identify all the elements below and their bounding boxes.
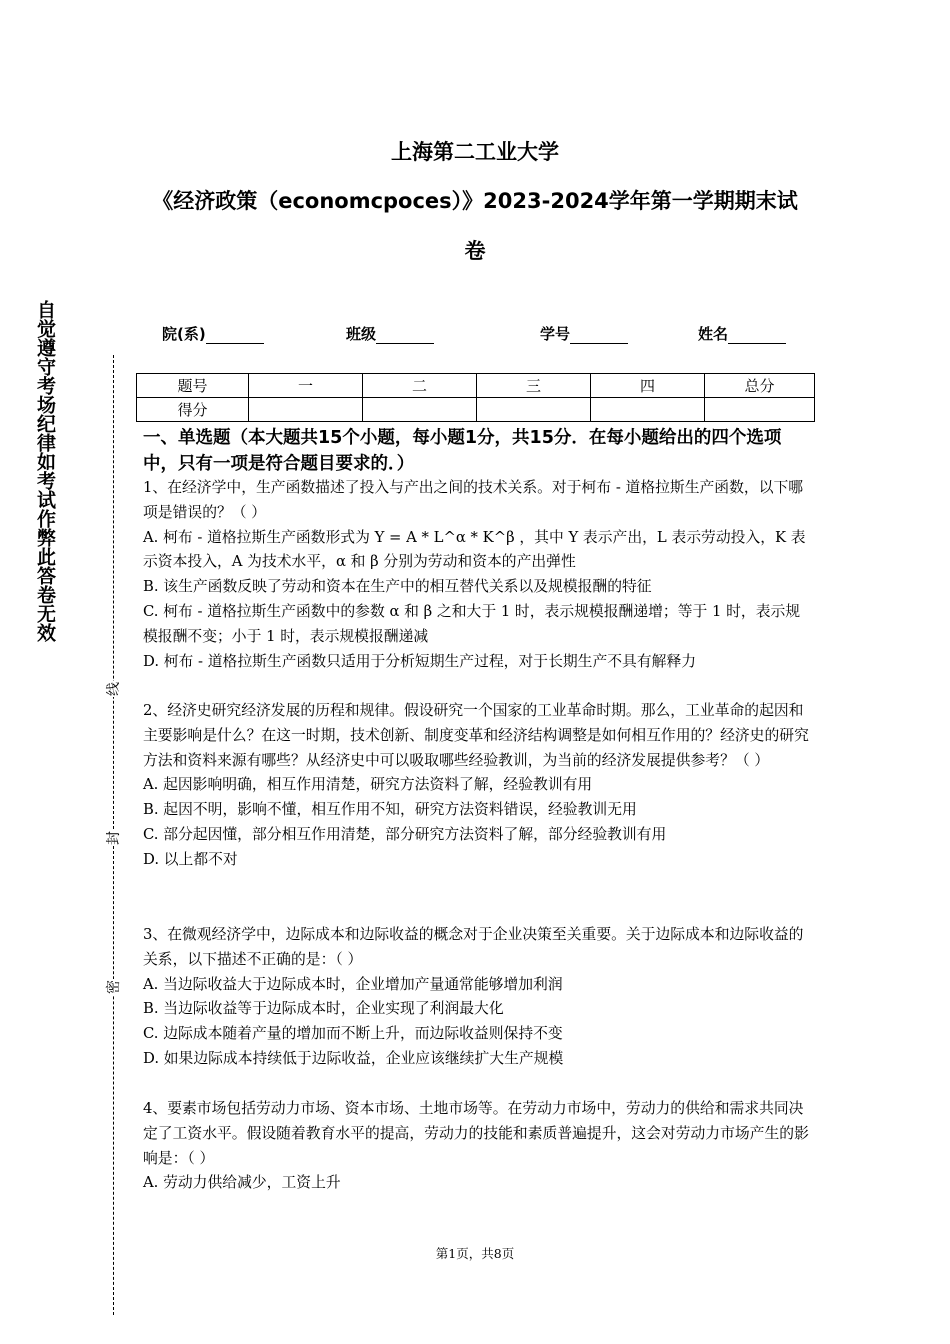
question-2 bbox=[143, 699, 811, 873]
binding-mark-secret: 密 bbox=[103, 979, 125, 995]
department-label: 院(系) bbox=[162, 325, 206, 343]
question-4 bbox=[143, 1097, 811, 1196]
binding-mark-seal: 封 bbox=[103, 830, 125, 846]
option-a[interactable]: A. 柯布 - 道格拉斯生产函数形式为 Y = A * L^α * K^β ，其中 Y 表示产出，L 表示劳动投入，K 表示资本投入，A 为技术水平，α 和 β 分别为劳动和资本的产出弹性 bbox=[143, 528, 806, 571]
option-a[interactable]: A. 劳动力供给减少，工资上升 bbox=[143, 1174, 341, 1192]
department-field[interactable] bbox=[162, 323, 264, 344]
score-cell[interactable] bbox=[363, 398, 477, 422]
question-stem: 1、在经济学中，生产函数描述了投入与产出之间的技术关系。对于柯布 - 道格拉斯生产函数，以下哪项是错误的？（ ） bbox=[143, 479, 804, 521]
option-c[interactable]: C. 柯布 - 道格拉斯生产函数中的参数 α 和 β 之和大于 1 时，表示规模报酬递增；等于 1 时，表示规模报酬不变；小于 1 时，表示规模报酬递减 bbox=[143, 602, 801, 645]
option-b[interactable]: B. 当边际收益等于边际成本时，企业实现了利润最大化 bbox=[143, 1000, 504, 1018]
student-id-field[interactable] bbox=[540, 323, 628, 344]
score-cell[interactable] bbox=[249, 398, 363, 422]
table-cell: 得分 bbox=[137, 398, 249, 422]
binding-mark-line: 线 bbox=[103, 681, 125, 697]
score-table-header-row bbox=[137, 374, 815, 398]
table-cell: 四 bbox=[591, 374, 705, 398]
student-info-row bbox=[0, 323, 950, 349]
section-heading: 一、单选题（本大题共15个小题，每小题1分，共15分．在每小题给出的四个选项中，只有一项是符合题目要求的．） bbox=[143, 428, 782, 474]
option-d[interactable]: D. 以上都不对 bbox=[143, 850, 238, 868]
exam-title-continued: 卷 bbox=[464, 239, 486, 263]
score-cell[interactable] bbox=[705, 398, 815, 422]
question-stem: 4、要素市场包括劳动力市场、资本市场、土地市场等。在劳动力市场中，劳动力的供给和需求共同决定了工资水平。假设随着教育水平的提高，劳动力的技能和素质普遍提升，这会对劳动力市场产生的影响是：（ ） bbox=[143, 1100, 809, 1167]
student-id-label: 学号 bbox=[540, 325, 571, 343]
table-cell: 一 bbox=[249, 374, 363, 398]
question-1 bbox=[143, 476, 811, 674]
option-c[interactable]: C. 边际成本随着产量的增加而不断上升，而边际收益则保持不变 bbox=[143, 1025, 563, 1043]
option-a[interactable]: A. 当边际收益大于边际成本时，企业增加产量通常能够增加利润 bbox=[143, 975, 563, 993]
exam-title: 《经济政策（economcpoces）》2023-2024学年第一学期期末试 bbox=[152, 189, 798, 213]
table-cell: 二 bbox=[363, 374, 477, 398]
option-c[interactable]: C. 部分起因懂，部分相互作用清楚，部分研究方法资料了解，部分经验教训有用 bbox=[143, 825, 667, 843]
class-label: 班级 bbox=[346, 325, 377, 343]
school-name: 上海第二工业大学 bbox=[391, 140, 559, 164]
score-table bbox=[136, 373, 815, 422]
option-b[interactable]: B. 起因不明，影响不懂，相互作用不知，研究方法资料错误，经验教训无用 bbox=[143, 801, 637, 819]
option-b[interactable]: B. 该生产函数反映了劳动和资本在生产中的相互替代关系以及规模报酬的特征 bbox=[143, 578, 652, 596]
table-cell: 总分 bbox=[705, 374, 815, 398]
exam-discipline-notice: 自觉遵守考场纪律如考试作弊此答卷无效 bbox=[34, 300, 56, 642]
name-field[interactable] bbox=[698, 323, 786, 344]
question-stem: 2、经济史研究经济发展的历程和规律。假设研究一个国家的工业革命时期。那么，工业革命的起因和主要影响是什么？在这一时期，技术创新、制度变革和经济结构调整是如何相互作用的？经济史的研究方法和资料来源有哪些？从经济史中可以吸取哪些经验教训，为当前的经济发展提供参考？（ ） bbox=[143, 702, 809, 769]
table-cell: 题号 bbox=[137, 374, 249, 398]
score-cell[interactable] bbox=[477, 398, 591, 422]
class-field[interactable] bbox=[346, 323, 434, 344]
table-cell: 三 bbox=[477, 374, 591, 398]
question-3 bbox=[143, 923, 811, 1072]
option-a[interactable]: A. 起因影响明确，相互作用清楚，研究方法资料了解，经验教训有用 bbox=[143, 776, 593, 794]
name-label: 姓名 bbox=[698, 325, 729, 343]
option-d[interactable]: D. 柯布 - 道格拉斯生产函数只适用于分析短期生产过程，对于长期生产不具有解释力 bbox=[143, 652, 697, 670]
score-cell[interactable] bbox=[591, 398, 705, 422]
page-number: 第1页，共8页 bbox=[435, 1246, 515, 1261]
question-stem: 3、在微观经济学中，边际成本和边际收益的概念对于企业决策至关重要。关于边际成本和边际收益的关系，以下描述不正确的是：（ ） bbox=[143, 926, 804, 968]
score-table-score-row bbox=[137, 398, 815, 422]
option-d[interactable]: D. 如果边际成本持续低于边际收益，企业应该继续扩大生产规模 bbox=[143, 1049, 564, 1067]
